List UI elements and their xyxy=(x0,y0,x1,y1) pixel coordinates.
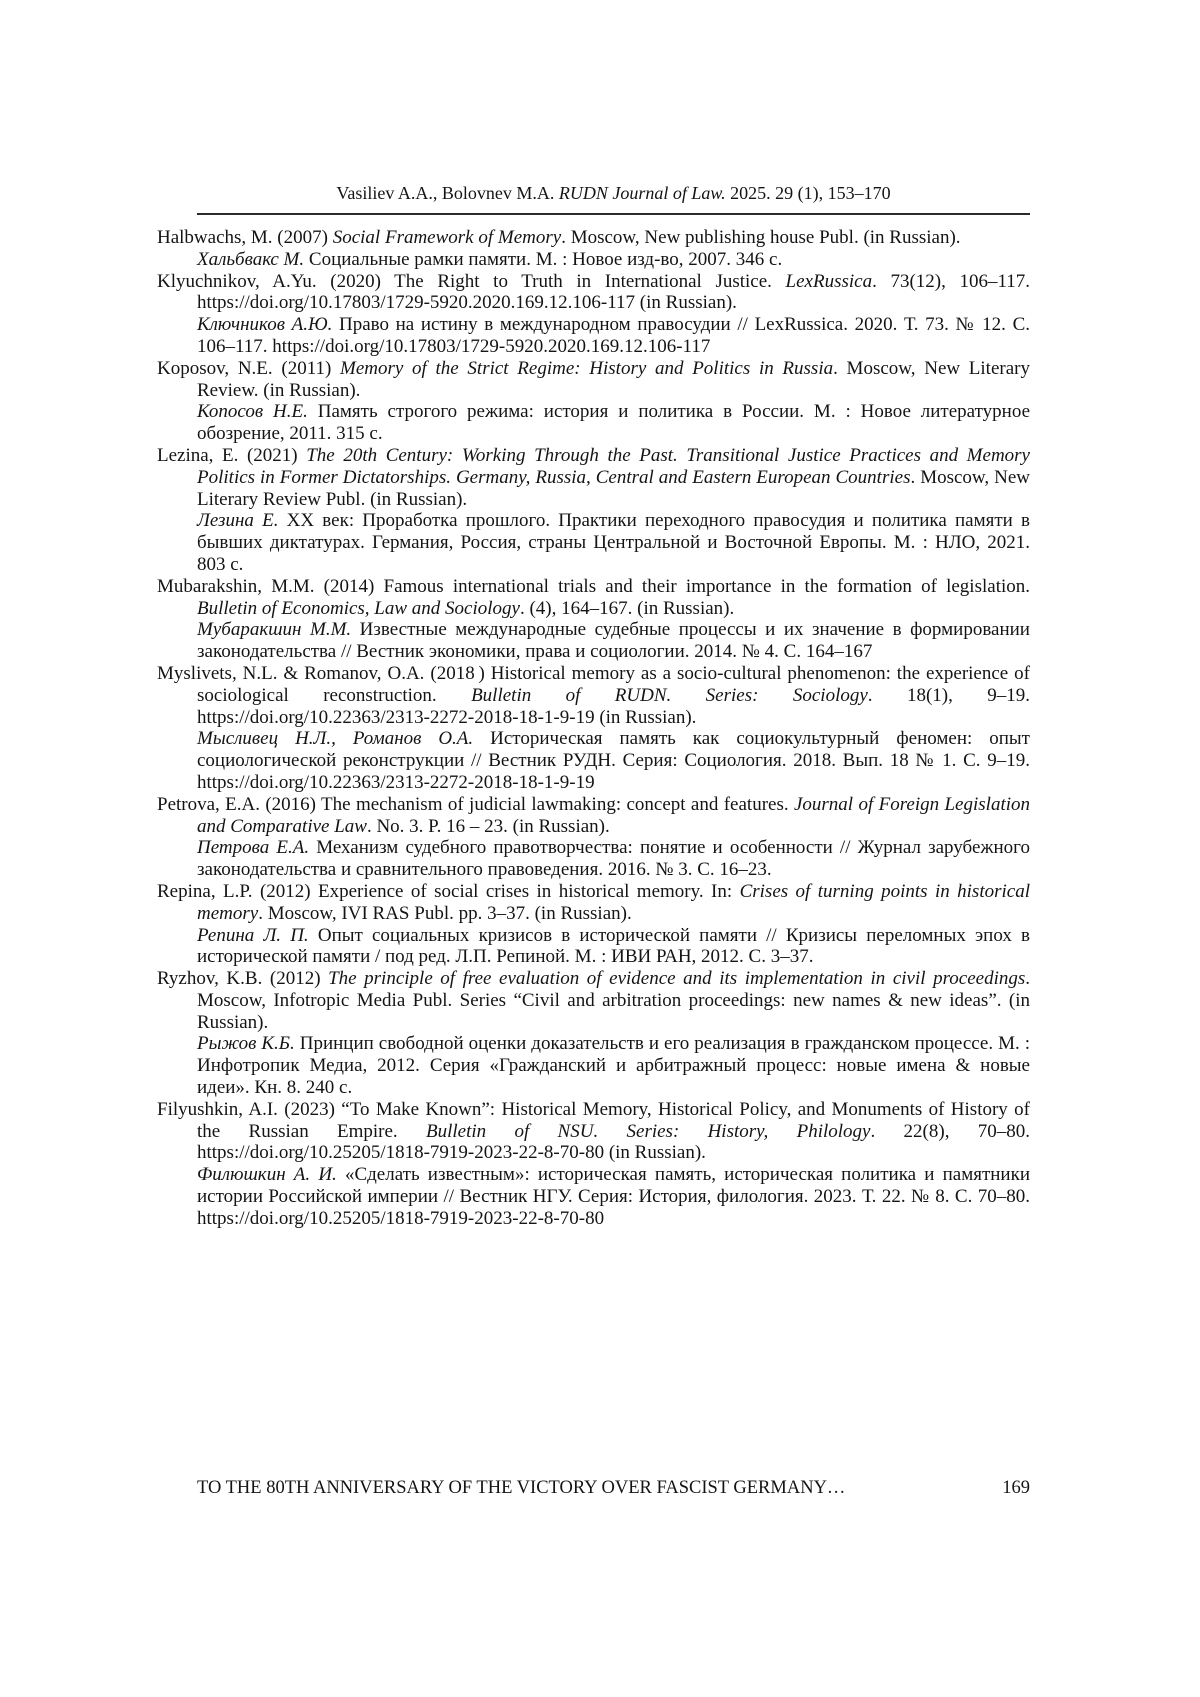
italic-text-run: Рыжов К.Б. xyxy=(197,1033,295,1055)
reference-russian-translation xyxy=(197,249,1030,271)
italic-text-run: Репина Л. П. xyxy=(197,924,309,946)
italic-text-run: Ключников А.Ю. xyxy=(197,314,333,336)
text-run: Опыт социальных кризисов в исторической памяти // Кризисы переломных эпох в исторической памяти / под ред. Л.П. Репиной. М. : ИВИ РАН, 2012. С. 3–37. xyxy=(197,924,1030,968)
italic-text-run: Филюшкин А. И. xyxy=(197,1164,337,1186)
reference-entry xyxy=(157,793,1030,881)
text-run: . 73(12), 106–117. https://doi.org/10.17803/1729-5920.2020.169.12.106-117 (in Russian). xyxy=(197,270,1031,314)
italic-text-run: Memory of the Strict Regime: History and Politics in Russia xyxy=(340,357,834,379)
reference-russian-translation xyxy=(197,837,1030,881)
text-run: Механизм судебного правотворчества: понятие и особенности // Журнал зарубежного законодательства и сравнительного правоведения. 2016. № 3. С. 16–23. xyxy=(197,837,1030,881)
reference-russian-translation xyxy=(197,619,1030,663)
text-run: . 18(1), 9–19. https://doi.org/10.22363/2313-2272-2018-18-1-9-19 (in Russian). xyxy=(197,684,1030,728)
italic-text-run: Bulletin of NSU. Series: History, Philology xyxy=(426,1120,871,1142)
reference-entry xyxy=(157,357,1030,445)
text-run: . Moscow, IVI RAS Publ. pp. 3–37. (in Russian). xyxy=(258,902,632,924)
reference-russian-translation xyxy=(197,1164,1030,1229)
reference-russian-translation xyxy=(197,925,1030,969)
references-list xyxy=(157,227,1031,1230)
text-run: Историческая память как социокультурный феномен: опыт социологической реконструкции // Вестник РУДН. Серия: Социология. 2018. Вып. 18 № 1. С. 9–19. https://doi.org/10.22363/2313-2272-2018-18-1-9-19 xyxy=(197,728,1030,793)
reference-russian-translation xyxy=(197,314,1030,358)
reference-entry xyxy=(157,227,1030,271)
text-run: Lezina, E. (2021) xyxy=(157,444,307,466)
reference-russian-translation xyxy=(197,510,1030,575)
reference-entry xyxy=(157,575,1030,663)
reference-english xyxy=(157,270,1031,315)
reference-english xyxy=(157,575,1030,620)
italic-text-run: Мысливец Н.Л., Романов О.А. xyxy=(197,728,474,750)
reference-english xyxy=(157,357,1030,402)
text-run: . No. 3. P. 16 – 23. (in Russian). xyxy=(366,815,610,837)
reference-english xyxy=(157,968,1030,1033)
italic-text-run: RUDN Journal of Law. xyxy=(558,183,726,203)
text-run: . Moscow, New Literary Review Publ. (in Russian). xyxy=(197,466,1030,510)
italic-text-run: Мубаракшин М.М. xyxy=(197,619,352,641)
italic-text-run: Хальбвакс М. xyxy=(197,248,305,270)
reference-english xyxy=(157,662,1030,728)
text-run: Память строгого режима: история и политика в России. М. : Новое литературное обозрение, 2011. 315 с. xyxy=(197,401,1030,445)
running-title: TO THE 80TH ANNIVERSARY OF THE VICTORY OVER FASCIST GERMANY… xyxy=(197,1478,846,1498)
reference-russian-translation xyxy=(197,1033,1030,1098)
page-number: 169 xyxy=(1002,1478,1030,1498)
text-run: . Moscow, New Literary Review. (in Russian). xyxy=(197,357,1030,401)
reference-english xyxy=(157,793,1030,838)
text-run: Petrova, E.A. (2016) The mechanism of judicial lawmaking: concept and features. xyxy=(157,793,794,815)
reference-russian-translation xyxy=(197,401,1030,445)
italic-text-run: Лезина Е. xyxy=(197,510,279,532)
italic-text-run: LexRussica xyxy=(785,270,873,292)
running-footer xyxy=(197,1477,1030,1499)
italic-text-run: Bulletin of Economics, Law and Sociology xyxy=(197,597,520,619)
italic-text-run: Копосов Н.Е. xyxy=(197,401,308,423)
header-rule xyxy=(197,213,1030,215)
reference-entry xyxy=(157,662,1030,794)
reference-entry xyxy=(157,444,1030,576)
reference-english xyxy=(157,444,1030,510)
reference-english xyxy=(157,1098,1031,1164)
text-run: Koposov, N.E. (2011) xyxy=(157,357,341,379)
text-run: Repina, L.P. (2012) Experience of social crises in historical memory. In: xyxy=(157,880,740,902)
reference-english xyxy=(157,880,1030,925)
italic-text-run: Journal of Foreign Legislation and Comparative Law xyxy=(197,793,1030,837)
reference-entry xyxy=(157,270,1031,358)
reference-entry xyxy=(157,968,1030,1099)
italic-text-run: Петрова Е.А. xyxy=(197,837,310,859)
text-run: Myslivets, N.L. & Romanov, O.A. (2018 ) Historical memory as a socio-cultural phenomenon: the experience of sociological reconstruction. xyxy=(157,662,1030,706)
text-run: Halbwachs, M. (2007) xyxy=(157,227,333,248)
italic-text-run: Bulletin of RUDN. Series: Sociology xyxy=(471,684,868,706)
text-run: Социальные рамки памяти. М. : Новое изд-во, 2007. 346 с. xyxy=(304,248,783,270)
reference-entry xyxy=(157,880,1030,968)
italic-text-run: Social Framework of Memory xyxy=(332,227,562,248)
text-run: Известные международные судебные процессы и их значение в формировании законодательства // Вестник экономики, права и социологии. 2014. № 4. С. 164–167 xyxy=(197,619,1030,663)
text-run: . Moscow, New publishing house Publ. (in Russian). xyxy=(561,227,961,248)
running-header xyxy=(197,182,1030,204)
text-run: Ryzhov, K.B. (2012) xyxy=(157,968,329,990)
text-run: . 22(8), 70–80. https://doi.org/10.25205/1818-7919-2023-22-8-70-80 (in Russian). xyxy=(197,1120,1031,1164)
italic-text-run: The 20th Century: Working Through the Past. Transitional Justice Practices and Memory Politics in Former Dictatorships. Germany, Russia, Central and Eastern European Countries xyxy=(197,444,1030,488)
text-run: Vasiliev A.A., Bolovnev M.A. xyxy=(336,183,559,203)
text-run: 2025. 29 (1), 153–170 xyxy=(725,183,891,203)
italic-text-run: The principle of free evaluation of evidence and its implementation in civil proceedings xyxy=(328,968,1026,990)
text-run: Право на истину в международном правосудии // LexRussica. 2020. Т. 73. № 12. С. 106–117. https://doi.org/10.17803/1729-5920.2020.169.12.106-117 xyxy=(197,314,1030,357)
reference-entry xyxy=(157,1098,1031,1230)
text-run: XX век: Проработка прошлого. Практики переходного правосудия и политика памяти в бывших диктатурах. Германия, Россия, страны Центральной и Восточной Европы. М. : НЛО, 2021. 803 с. xyxy=(197,510,1030,575)
reference-russian-translation xyxy=(197,728,1030,793)
text-run: . Moscow, Infotropic Media Publ. Series “Civil and arbitration proceedings: new names & new ideas”. (in Russian). xyxy=(197,968,1030,1033)
text-run: Klyuchnikov, A.Yu. (2020) The Right to Truth in International Justice. xyxy=(157,270,786,292)
text-run: Принцип свободной оценки доказательств и его реализация в гражданском процессе. М. : Инфотропик Медиа, 2012. Серия «Гражданский и арбитражный процесс: новые имена & новые идеи». Кн. 8. 240 с. xyxy=(197,1033,1030,1099)
text-run: «Сделать известным»: историческая память, историческая политика и памятники истории Российской империи // Вестник НГУ. Серия: История, филология. 2023. Т. 22. № 8. С. 70–80. https://doi.org/10.25205/1818-7919-2023-22-8-70-80 xyxy=(197,1164,1030,1229)
text-run: Filyushkin, A.I. (2023) “To Make Known”: Historical Memory, Historical Policy, and Monuments of History of the Russian Empire. xyxy=(157,1098,1030,1142)
text-run: Mubarakshin, M.M. (2014) Famous international trials and their importance in the formation of legislation. xyxy=(157,575,1030,597)
italic-text-run: Crises of turning points in historical memory xyxy=(197,880,1030,924)
text-run: . (4), 164–167. (in Russian). xyxy=(519,597,735,619)
reference-english xyxy=(157,227,1030,249)
